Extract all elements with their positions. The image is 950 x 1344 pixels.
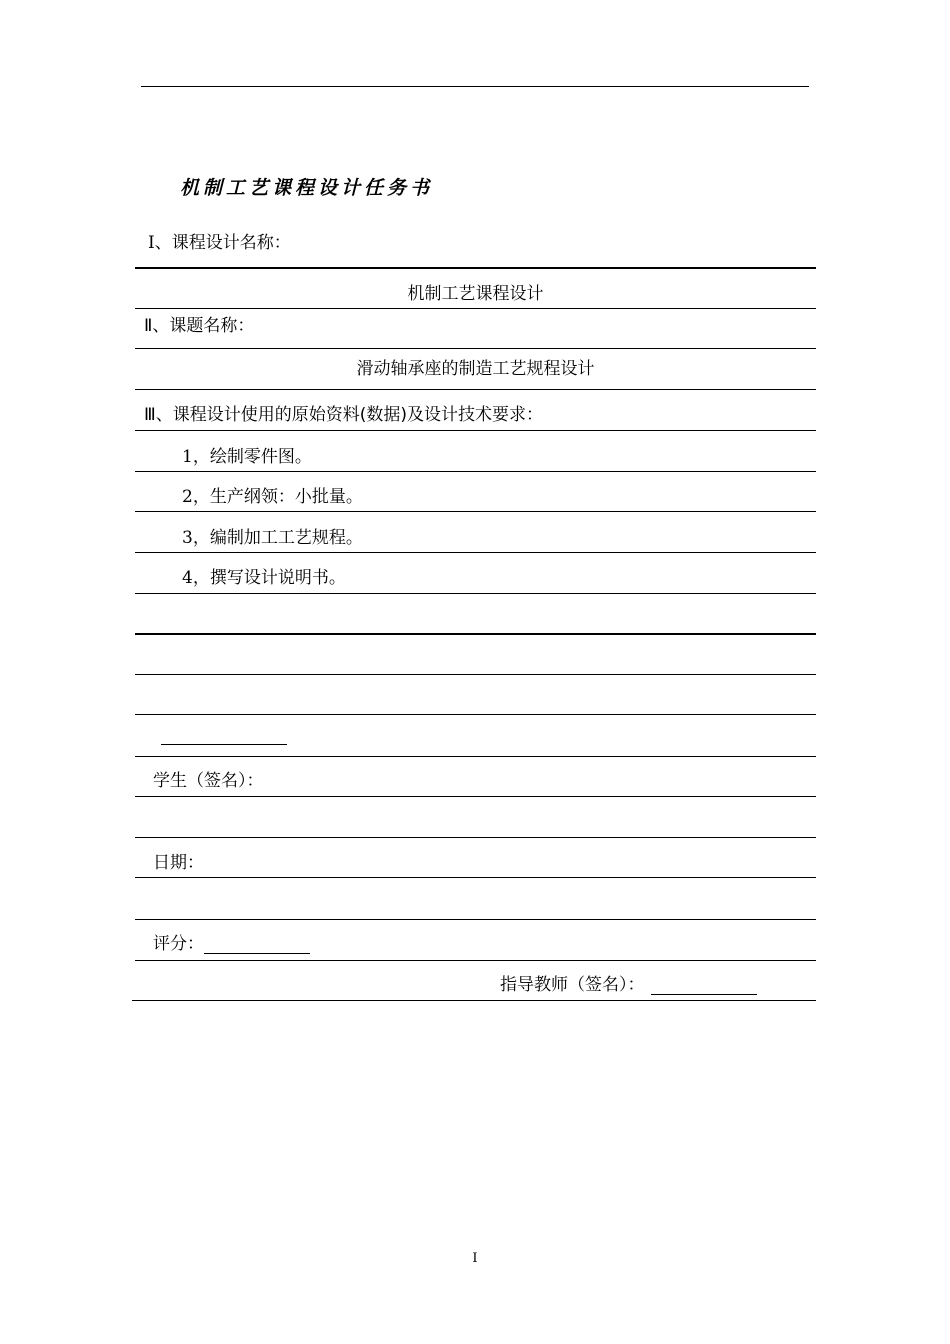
requirement-text: ，生产纲领：小批量。 (192, 487, 363, 507)
row-rule-3 (135, 389, 816, 390)
table-top-rule (135, 267, 816, 269)
row-rule-13 (135, 796, 816, 797)
requirement-item (182, 568, 346, 588)
blank-line (161, 744, 287, 745)
date-label: 日期： (153, 853, 204, 873)
row-rule-8 (135, 593, 816, 594)
row-rule-2 (135, 348, 816, 349)
row-rule-16 (135, 919, 816, 920)
requirement-text: ，撰写设计说明书。 (192, 568, 346, 588)
requirement-item (182, 447, 312, 467)
score-field (153, 934, 310, 954)
page-number: I (472, 1251, 478, 1266)
requirement-number: 1 (182, 447, 193, 467)
row-rule-4 (135, 430, 816, 431)
row-rule-12 (135, 756, 816, 757)
section1-heading (148, 233, 291, 253)
teacher-signature-blank (651, 978, 757, 995)
topic-name-value: 滑动轴承座的制造工艺规程设计 (356, 359, 595, 379)
row-rule-6 (135, 511, 816, 512)
teacher-signature-label: 指导教师（签名）： (500, 975, 645, 995)
score-label: 评分： (153, 934, 204, 954)
section1-label: 、课程设计名称： (154, 233, 291, 253)
row-rule-15 (135, 877, 816, 878)
section2-heading: Ⅱ、课题名称： (144, 316, 255, 336)
requirement-text: ，编制加工工艺规程。 (192, 528, 363, 548)
requirement-text: ，绘制零件图。 (192, 447, 312, 467)
row-rule-10 (135, 674, 816, 675)
section1-numeral: Ⅰ (148, 233, 155, 253)
row-rule-1 (135, 308, 816, 309)
requirement-number: 3 (182, 528, 193, 548)
requirement-item (182, 487, 363, 507)
student-signature-label: 学生（签名）： (153, 771, 264, 791)
score-blank (204, 937, 310, 954)
row-rule-11 (135, 714, 816, 715)
row-rule-7 (135, 552, 816, 553)
header-rule (141, 86, 809, 87)
section3-heading: Ⅲ、课程设计使用的原始资料(数据)及设计技术要求： (144, 405, 543, 425)
course-name-value: 机制工艺课程设计 (407, 284, 544, 304)
requirement-number: 4 (182, 568, 193, 588)
row-rule-5 (135, 471, 816, 472)
table-bottom-rule (132, 1000, 816, 1001)
document-title: 机制工艺课程设计任务书 (180, 177, 434, 199)
requirement-number: 2 (182, 487, 193, 507)
row-rule-14 (135, 837, 816, 838)
teacher-signature-field (500, 975, 757, 995)
row-rule-9 (135, 633, 816, 635)
row-rule-17 (135, 960, 816, 961)
requirement-item (182, 528, 363, 548)
